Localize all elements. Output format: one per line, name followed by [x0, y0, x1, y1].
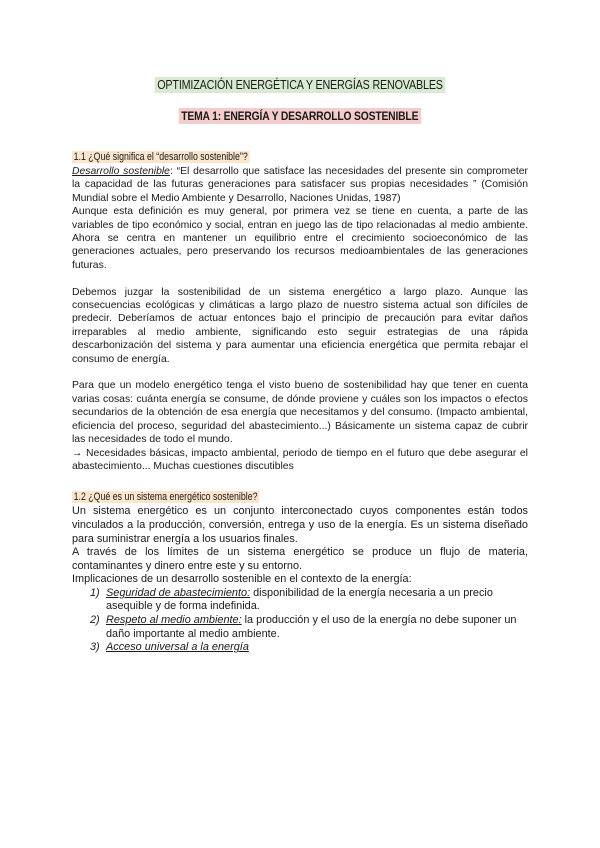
list-item-number: 2) [90, 614, 100, 627]
section-1-paragraph-3: Para que un modelo energético tenga el visto bueno de sostenibilidad hay que tener en cuenta varias cosas: cuánta energía se consume, de dónde proviene y cuáles son los impactos o efectos secundarios de la obtención de esa energía que necesitamos y del consumo. (Impacto ambiental, eficiencia del proceso, seguridad del abastecimiento...) Básicamente un sistema capaz de cubrir las necesidades de todo el mundo. [72, 380, 528, 446]
list-item-term: Respeto al medio ambiente: [106, 614, 242, 627]
section-2-paragraph-3: Implicaciones de un desarrollo sostenible en el contexto de la energía: [72, 573, 412, 586]
document-title: OPTIMIZACIÓN ENERGÉTICA Y ENERGÍAS RENOVABLES [155, 77, 446, 93]
list-item-number: 3) [90, 641, 100, 654]
section-2-paragraph-1: Un sistema energético es un conjunto interconectado cuyos componentes están todos vinculados a la producción, conversión, entrega y uso de la energía. Es un sistema diseñado para suministrar energía a los usuarios finales. [72, 505, 528, 545]
section-2-heading-text: 1.2 ¿Qué es un sistema energético sostenible? [73, 491, 258, 504]
subtitle-wrap [72, 107, 528, 125]
implications-list [72, 587, 528, 655]
topic-title: TEMA 1: ENERGÍA Y DESARROLLO SOSTENIBLE [179, 108, 421, 124]
section-1-paragraph-2: Debemos juzgar la sostenibilidad de un sistema energético a largo plazo. Aunque las consecuencias ecológicas y climáticas a largo plazo de nuestro sistema actual son difíciles de predecir. Deberíamos de actuar entonces bajo el principio de precaución para evitar daños irreparables al medio ambiente, significando esto seguir estrategias de una rápida descarbonización del sistema y para aumentar una eficiencia energética que permita rebajar el consumo de energía. [72, 286, 528, 365]
section-2-paragraph-2: A través de los límites de un sistema energético se produce un flujo de materia, contaminantes y dinero entre este y su entorno. [72, 546, 528, 572]
list-item [90, 641, 528, 655]
list-item-number: 1) [90, 586, 100, 599]
list-item-text: disponibilidad de la energía necesaria a un precio asequible y de forma indefinida. [106, 586, 493, 613]
section-1-paragraph-4: → Necesidades básicas, impacto ambiental, periodo de tiempo en el futuro que debe asegurar el abastecimiento... Muchas cuestiones discutibles [72, 447, 528, 472]
section-1-heading-text: 1.1 ¿Qué significa el “desarrollo sostenible”? [73, 151, 248, 163]
definition-text: : “El desarrollo que satisface las necesidades del presente sin comprometer la capacidad de las futuras generaciones para satisfacer sus propias necesidades ” (Comisión Mundial sobre el Medio Ambiente y Desarrollo, Naciones Unidas, 1987) [72, 166, 528, 204]
definition-paragraph [72, 165, 528, 205]
section-2-heading [72, 487, 528, 505]
title-wrap [72, 76, 528, 94]
list-item [90, 614, 528, 641]
definition-term: Desarrollo sostenible [72, 166, 170, 177]
list-item [90, 586, 528, 614]
section-1-heading [72, 147, 528, 165]
list-item-text: la producción y el uso de la energía no debe suponer un daño importante al medio ambiente. [106, 614, 517, 640]
list-item-term: Acceso universal a la energía [106, 641, 249, 654]
section-1-paragraph-1: Aunque esta definición es muy general, por primera vez se tiene en cuenta, a parte de las variables de tipo económico y social, entran en juego las de tipo relacionadas al medio ambiente. Ahora se centra en mantener un equilibrio entre el crecimiento socioeconómico de las generaciones actuales, pero preservando los recursos medioambientales de las generaciones futuras. [72, 206, 528, 271]
list-item-term: Seguridad de abastecimiento: [106, 586, 251, 599]
section-2-body [72, 505, 528, 655]
